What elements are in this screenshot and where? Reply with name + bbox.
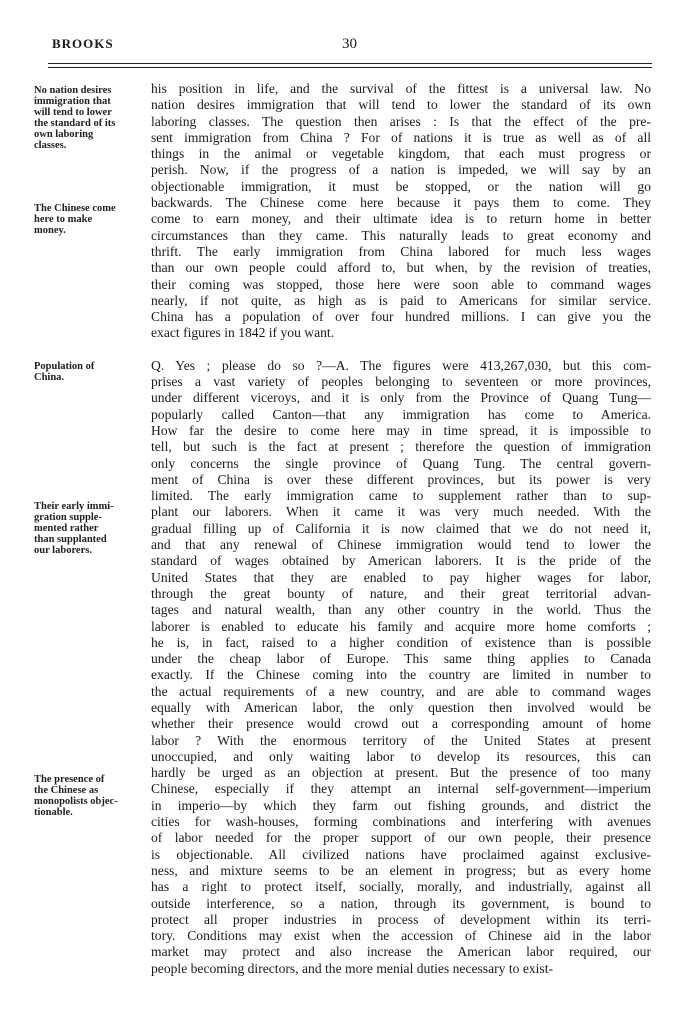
- text-line: tory. Conditions may exist when the accession of Chinese aid in the labor: [151, 928, 651, 944]
- text-line: laborer is enabled to educate his family and acquire more home comforts ;: [151, 618, 651, 634]
- text-line: under the cheap labor of Europe. This same thing applies to Canada: [151, 651, 651, 667]
- text-line: has a right to protect itself, socially, morally, and industrially, against all: [151, 879, 651, 895]
- text-line: ment of China is over these different provinces, but its power is very: [151, 471, 651, 487]
- text-line: their coming was stopped, those here were soon able to command wages: [151, 276, 651, 292]
- text-line: is objectionable. All civilized nations have proclaimed against exclusive-: [151, 846, 651, 862]
- text-line: under different viceroys, and it is only from the Province of Quang Tung—: [151, 390, 651, 406]
- text-line: only concerns the single province of Quang Tung. The central govern-: [151, 455, 651, 471]
- margin-note-immigration-standard: No nation desires immigration that will tend to lower the standard of its own laboring classes.: [34, 85, 116, 151]
- text-line: come to earn money, and their ultimate idea is to return home in better: [151, 211, 651, 227]
- text-line: United States that they are enabled to pay higher wages for labor,: [151, 569, 651, 585]
- text-line: Chinese, especially if they attempt an internal self-government—imperium: [151, 781, 651, 797]
- text-line: protect all proper industries in process of development within its terri-: [151, 911, 651, 927]
- text-line: people becoming directors, and the more menial duties necessary to exist-: [151, 960, 554, 976]
- text-line: through the great bounty of nature, and their great territorial advan-: [151, 585, 651, 601]
- text-line: exactly. If the Chinese coming into the country are limited in number to: [151, 667, 651, 683]
- text-line: tages and natural wealth, than any other country in the world. Thus the: [151, 602, 651, 618]
- text-line: thrift. The early immigration from China labored for much less wages: [151, 243, 651, 259]
- text-line: than our own people could afford to, but when, by the revision of treaties,: [151, 260, 651, 276]
- margin-notes: [0, 0, 150, 1024]
- text-line: circumstances than they came. This naturally leads to great economy and: [151, 227, 651, 243]
- author-name: BROOKS: [52, 36, 114, 51]
- text-line: gradual filling up of California it is now claimed that we do not need it,: [151, 520, 651, 536]
- text-line: market may protect and also increase the American labor required, our: [151, 944, 651, 960]
- paragraph-2: [151, 358, 651, 977]
- text-line: cities for wash-houses, forming combinations and interfering with avenues: [151, 814, 651, 830]
- text-line: nation desires immigration that will tend to lower the standard of its own: [151, 97, 651, 113]
- text-line: exact figures in 1842 if you want.: [151, 325, 335, 341]
- text-line: labor ? With the enormous territory of the United States at present: [151, 732, 651, 748]
- text-line: in imperio—by which they farm out fishing grounds, and district the: [151, 797, 651, 813]
- text-line: his position in life, and the survival of the fittest is a universal law. No: [151, 81, 651, 96]
- text-line: plant our laborers. When it came it was very much needed. With the: [151, 504, 651, 520]
- text-line: backwards. The Chinese come here because it pays them to come. They: [151, 195, 651, 211]
- text-line: China has a population of over four hundred millions. I can give you the: [151, 309, 651, 325]
- page-number: 30: [342, 36, 357, 52]
- text-line: prises a vast variety of peoples belonging to seventeen or more provinces,: [151, 374, 651, 390]
- body-text: [151, 81, 651, 977]
- text-line: ness, and mixture seems to be an element in progress; but as every home: [151, 862, 651, 878]
- text-line: hardly be urged as an objection at present. But the presence of too many: [151, 765, 651, 781]
- text-line: outside interference, so a nation, through its government, is bound to: [151, 895, 651, 911]
- text-line: he is, in fact, raised to a higher condition of existence than is possible: [151, 634, 651, 650]
- text-line: the actual requirements of a new country, and are able to command wages: [151, 683, 651, 699]
- text-line: Q. Yes ; please do so ?—A. The figures were 413,267,030, but this com-: [151, 357, 651, 373]
- text-line: tell, but such is the fact at present ; therefore the question of immigration: [151, 439, 651, 455]
- text-line: equally with American labor, the only question then involved would be: [151, 699, 651, 715]
- text-line: objectionable immigration, it must be stopped, or the nation will go: [151, 178, 651, 194]
- text-line: things in the animal or vegetable kingdom, that each must progress or: [151, 146, 651, 162]
- margin-note-chinese-monopolists: The presence of the Chinese as monopolists objec- tionable.: [34, 774, 118, 818]
- text-line: limited. The early immigration came to supplement rather than to sup-: [151, 488, 651, 504]
- text-line: nearly, if not quite, as high as is paid to Americans for similar service.: [151, 292, 651, 308]
- margin-note-early-immigration: Their early immi- gration supple- mented rather than supplanted our laborers.: [34, 501, 114, 556]
- text-line: standard of wages obtained by American laborers. It is the pride of the: [151, 553, 651, 569]
- paragraph-1: [151, 81, 651, 342]
- text-line: unoccupied, and only waiting labor to develop its resources, this can: [151, 748, 651, 764]
- text-line: laboring classes. The question then arises : Is that the effect of the pre-: [151, 113, 651, 129]
- text-line: and that any renewal of Chinese immigration would tend to lower the: [151, 537, 651, 553]
- text-line: perish. Now, if the progress of a nation is impeded, we will say by an: [151, 162, 651, 178]
- text-line: of labor needed for the proper support of our own people, their presence: [151, 830, 651, 846]
- text-line: popularly called Canton—that any immigration has come to America.: [151, 406, 651, 422]
- margin-note-population-of-china: Population of China.: [34, 361, 95, 383]
- text-line: whether their presence would crowd out a corresponding amount of home: [151, 716, 651, 732]
- text-line: How far the desire to come here may in time spread, it is impossible to: [151, 422, 651, 438]
- margin-note-chinese-make-money: The Chinese come here to make money.: [34, 203, 116, 236]
- text-line: sent immigration from China ? For of nations it is true as well as of all: [151, 129, 651, 145]
